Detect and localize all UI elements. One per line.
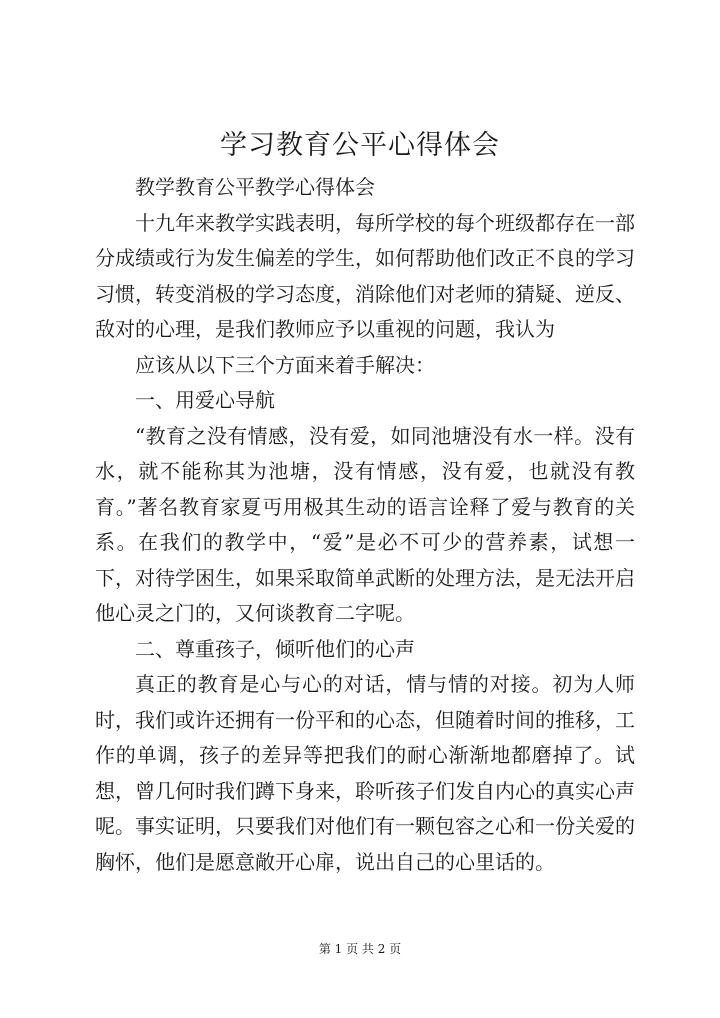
document-title: 学习教育公平心得体会 bbox=[220, 130, 500, 161]
paragraph-subtitle: 教学教育公平教学心得体会 bbox=[135, 175, 375, 199]
section-heading-2: 二、尊重孩子，倾听他们的心声 bbox=[135, 636, 415, 661]
document-body bbox=[95, 170, 635, 880]
paragraph-respect: 真正的教育是心与心的对话，情与情的对接。初为人师时，我们或许还拥有一份平和的心态，但随着时间的推移，工作的单调，孩子的差异等把我们的耐心渐渐地都磨掉了。试想，曾几何时我们蹲下身来，聆听孩子们发自内心的真实心声呢。事实证明，只要我们对他们有一颗包容之心和一份关爱的胸怀，他们是愿意敞开心扉，说出自己的心里话的。 bbox=[95, 672, 635, 874]
section-heading-1: 一、用爱心导航 bbox=[135, 388, 275, 412]
page-footer: 第 1 页 共 2 页 bbox=[318, 942, 402, 956]
paragraph-solution-lead: 应该从以下三个方面来着手解决： bbox=[135, 352, 435, 377]
paragraph-love: “教育之没有情感，没有爱，如同池塘没有水一样。没有水，就不能称其为池塘，没有情感，没有爱，也就没有教育。”著名教育家夏丏用极其生动的语言诠释了爱与教育的关系。在我们的教学中，“爱”是必不可少的营养素，试想一下，对待学困生，如果采取简单武断的处理方法，是无法开启他心灵之门的，又何谈教育二字呢。 bbox=[95, 423, 635, 625]
paragraph-intro: 十九年来教学实践表明，每所学校的每个班级都存在一部分成绩或行为发生偏差的学生，如何帮助他们改正不良的学习习惯，转变消极的学习态度，消除他们对老师的猜疑、逆反、敌对的心理，是我们教师应予以重视的问题，我认为 bbox=[95, 210, 635, 341]
